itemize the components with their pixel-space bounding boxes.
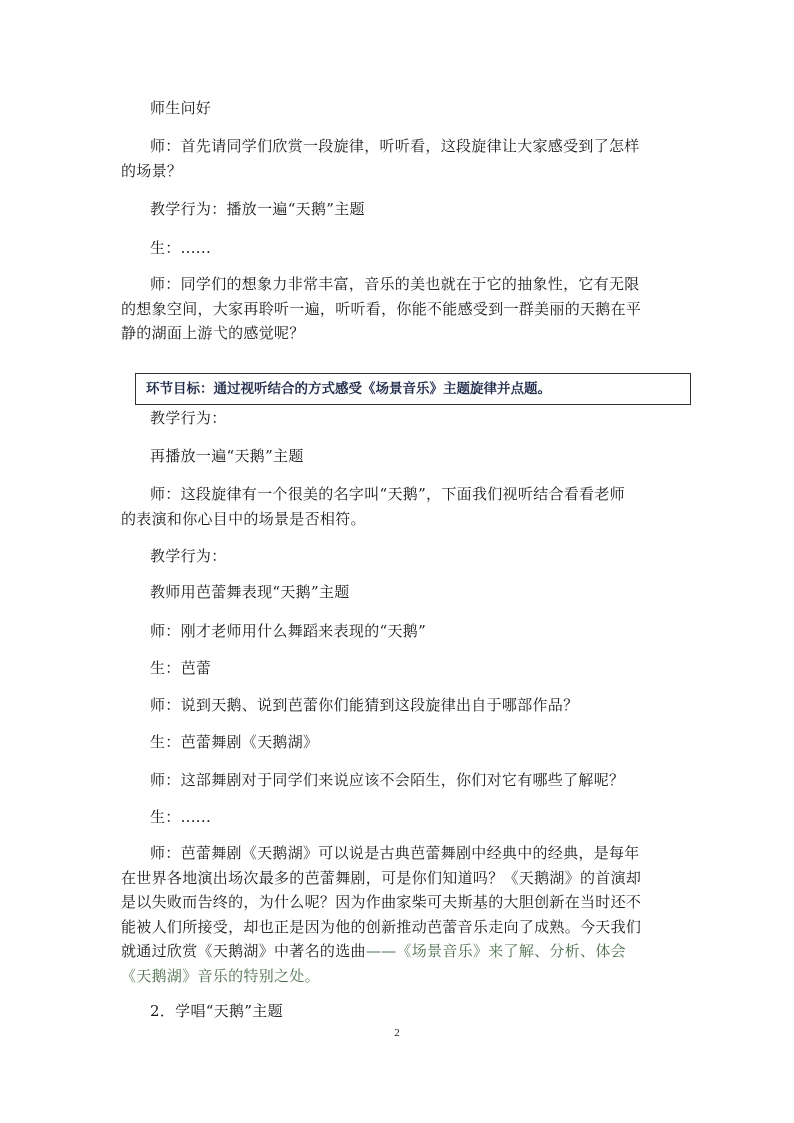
paragraph-teaching-action-3: 教学行为： <box>150 547 227 565</box>
page-number: 2 <box>394 1027 400 1039</box>
paragraph-student-2: 生：...... <box>150 808 212 826</box>
paragraph-teacher-question-dance: 师：刚才老师用什么舞蹈来表现的“天鹅” <box>150 622 427 640</box>
paragraph-teacher-swan-lake-intro <box>121 841 681 988</box>
paragraph-student-ballet: 生：芭蕾 <box>150 659 212 677</box>
text-line: 师：首先请同学们欣赏一段旋律，听听看，这段旋律让大家感受到了怎样 <box>150 137 640 155</box>
text-line: 的表演和你心目中的场景是否相符。 <box>121 509 366 528</box>
paragraph-teacher-imagination <box>121 272 681 346</box>
text-line: 能被人们所接受，却也正是因为他的创新推动芭蕾音乐走向了成熟。今天我们 <box>121 917 642 936</box>
paragraph-student-swan-lake: 生：芭蕾舞剧《天鹅湖》 <box>150 733 319 751</box>
text-line: 《天鹅湖》音乐的特别之处。 <box>121 966 320 985</box>
paragraph-teacher-question-knowledge: 师：这部舞剧对于同学们来说应该不会陌生，你们对它有哪些了解呢？ <box>150 771 625 789</box>
paragraph-ballet-demo: 教师用芭蕾舞表现“天鹅”主题 <box>150 583 350 601</box>
paragraph-replay: 再播放一遍“天鹅”主题 <box>150 447 304 465</box>
text-line: 的场景？ <box>121 161 183 180</box>
text-line: 师：这段旋律有一个很美的名字叫“天鹅”，下面我们视听结合看看老师 <box>150 485 625 503</box>
paragraph-teaching-action-1: 教学行为：播放一遍“天鹅”主题 <box>150 200 365 218</box>
section-goal-text: 环节目标：通过视听结合的方式感受《场景音乐》主题旋律并点题。 <box>146 381 551 397</box>
paragraph-student-1: 生：...... <box>150 239 212 257</box>
highlighted-text-segment: ——《场景音乐》来了解、分析、体会 <box>365 942 626 960</box>
text-line: 在世界各地演出场次最多的芭蕾舞剧，可是你们知道吗？《天鹅湖》的首演却 <box>121 868 642 887</box>
text-line: 的想象空间，大家再聆听一遍，听听看，你能不能感受到一群美丽的天鹅在平 <box>121 299 642 318</box>
paragraph-teacher-swan-name <box>121 482 681 531</box>
section-goal-box <box>135 373 691 405</box>
paragraph-greeting: 师生问好 <box>150 99 212 117</box>
text-line: 静的湖面上游弋的感觉呢？ <box>121 324 305 342</box>
text-line: 师：芭蕾舞剧《天鹅湖》可以说是古典芭蕾舞剧中经典中的经典，是每年 <box>150 844 640 862</box>
text-line: 是以失败而告终的，为什么呢？因为作曲家柴可夫斯基的大胆创新在当时还不 <box>121 893 642 911</box>
section-heading-learn-singing: 2．学唱“天鹅”主题 <box>150 1002 283 1020</box>
paragraph-teacher-intro <box>121 134 681 183</box>
paragraph-teaching-action-2: 教学行为： <box>150 409 227 427</box>
text-line: 师：同学们的想象力非常丰富，音乐的美也就在于它的抽象性，它有无限 <box>150 275 640 293</box>
paragraph-teacher-question-work: 师：说到天鹅、说到芭蕾你们能猜到这段旋律出自于哪部作品？ <box>150 696 579 714</box>
text-segment: 就通过欣赏《天鹅湖》中著名的选曲 <box>121 942 366 960</box>
text-line <box>121 939 681 964</box>
